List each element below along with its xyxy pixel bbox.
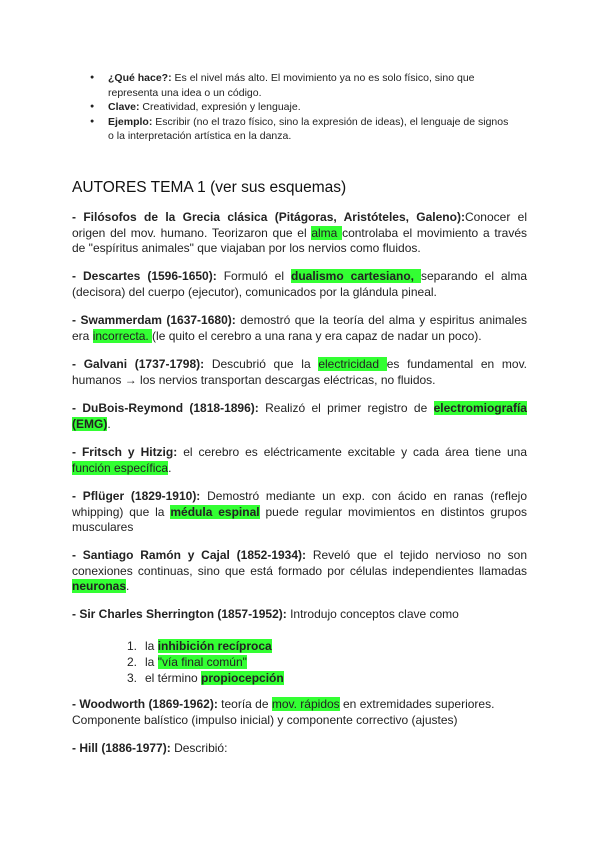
list-item: 3. el término propiocepción bbox=[127, 671, 284, 685]
highlight: propiocepción bbox=[201, 671, 284, 685]
section-heading: AUTORES TEMA 1 (ver sus esquemas) bbox=[72, 179, 347, 196]
author-name: Hill (1886-1977): bbox=[79, 741, 171, 755]
highlight: "vía final común" bbox=[157, 655, 247, 669]
bullet-text: Es el nivel más alto. El movimiento ya no es solo físico, sino que representa una idea o un código. bbox=[108, 72, 475, 99]
bullet-item bbox=[72, 115, 512, 144]
author-name: Sir Charles Sherrington (1857-1952): bbox=[79, 607, 287, 621]
author-name: Pflüger (1829-1910): bbox=[82, 489, 201, 503]
author-name: Fritsch y Hitzig: bbox=[81, 445, 178, 459]
author-entry-fritsch: - Fritsch y Hitzig: el cerebro es eléctricamente excitable y cada área tiene una función específica. bbox=[72, 445, 527, 475]
highlight: función específica bbox=[72, 460, 169, 475]
author-entry-pfluger: - Pflüger (1829-1910): Demostró mediante un exp. con ácido en ranas (reflejo whipping) que la médula espinal puede regular movimientos en distintos grupos musculares bbox=[72, 489, 528, 534]
author-name: Swammerdam (1637-1680): bbox=[80, 313, 236, 327]
highlight: electricidad bbox=[318, 357, 387, 371]
author-name: Descartes (1596-1650): bbox=[82, 269, 217, 283]
author-entry-hill: - Hill (1886-1977): Describió: bbox=[72, 741, 228, 755]
highlight: alma bbox=[311, 225, 343, 240]
highlight: mov. rápidos bbox=[271, 697, 340, 711]
author-entry-descartes: - Descartes (1596-1650): Formuló el dualismo cartesiano, separando el alma (decisora) del cuerpo (ejecutor), comunicados por la glándula pineal. bbox=[72, 269, 528, 299]
highlight: médula espinal bbox=[170, 504, 260, 519]
author-entry-cajal: - Santiago Ramón y Cajal (1852-1934): Reveló que el tejido nervioso no son conexiones continuas, sino que está formado por células independientes llamadas neuronas. bbox=[72, 548, 527, 593]
author-entry-galvani: - Galvani (1737-1798): Descubrió que la electricidad es fundamental en mov. humanos → los nervios transportan descargas eléctricas, no fluidos. bbox=[72, 357, 528, 387]
author-entry-sherrington: - Sir Charles Sherrington (1857-1952): Introdujo conceptos clave como bbox=[72, 607, 459, 621]
bullet-text: Creatividad, expresión y lenguaje. bbox=[139, 101, 301, 113]
highlight: inhibición recíproca bbox=[157, 639, 272, 653]
author-entry-griegos: - Filósofos de la Grecia clásica (Pitágoras, Aristóteles, Galeno):Conocer el origen del mov. humano. Teorizaron que el alma controlaba el movimiento a través de "espíritus animales" que viajaban por los nervios como fluidos. bbox=[72, 210, 528, 255]
list-item: 2. la "vía final común" bbox=[127, 655, 247, 669]
summary-bullet-list bbox=[72, 71, 512, 144]
highlight: electromiografía (EMG) bbox=[72, 401, 527, 431]
bullet-item bbox=[72, 71, 512, 100]
author-entry-swammerdam: - Swammerdam (1637-1680): demostró que la teoría del alma y espiritus animales era incorrecta. (le quito el cerebro a una rana y era capaz de nadar un poco). bbox=[72, 313, 527, 343]
highlight: neuronas bbox=[72, 579, 127, 593]
author-name: Galvani (1737-1798): bbox=[83, 357, 205, 371]
bullet-label: Clave: bbox=[108, 101, 140, 113]
author-name: Filósofos de la Grecia clásica (Pitágoras, Aristóteles, Galeno): bbox=[83, 210, 465, 224]
author-name: DuBois-Reymond (1818-1896): bbox=[82, 401, 259, 415]
bullet-label: Ejemplo: bbox=[108, 115, 153, 128]
highlight: incorrecta. bbox=[92, 328, 153, 343]
bullet-text: Escribir (no el trazo físico, sino la expresión de ideas), el lenguaje de signos o la interpretación artística en la danza. bbox=[108, 115, 509, 142]
list-item: 1. la inhibición recíproca bbox=[127, 639, 272, 653]
author-entry-dubois: - DuBois-Reymond (1818-1896): Realizó el primer registro de electromiografía (EMG). bbox=[72, 401, 527, 431]
author-entry-woodworth: - Woodworth (1869-1962): teoría de mov. rápidos en extremidades superiores. Componente balístico (impulso inicial) y componente correctivo (ajustes) bbox=[72, 697, 495, 727]
bullet-item bbox=[72, 100, 512, 115]
sherrington-concepts-list bbox=[127, 638, 284, 686]
highlight: dualismo cartesiano, bbox=[291, 269, 421, 283]
bullet-label: ¿Qué hace?: bbox=[108, 72, 172, 84]
author-name: Santiago Ramón y Cajal (1852-1934): bbox=[82, 548, 307, 562]
author-name: Woodworth (1869-1962): bbox=[79, 697, 218, 711]
